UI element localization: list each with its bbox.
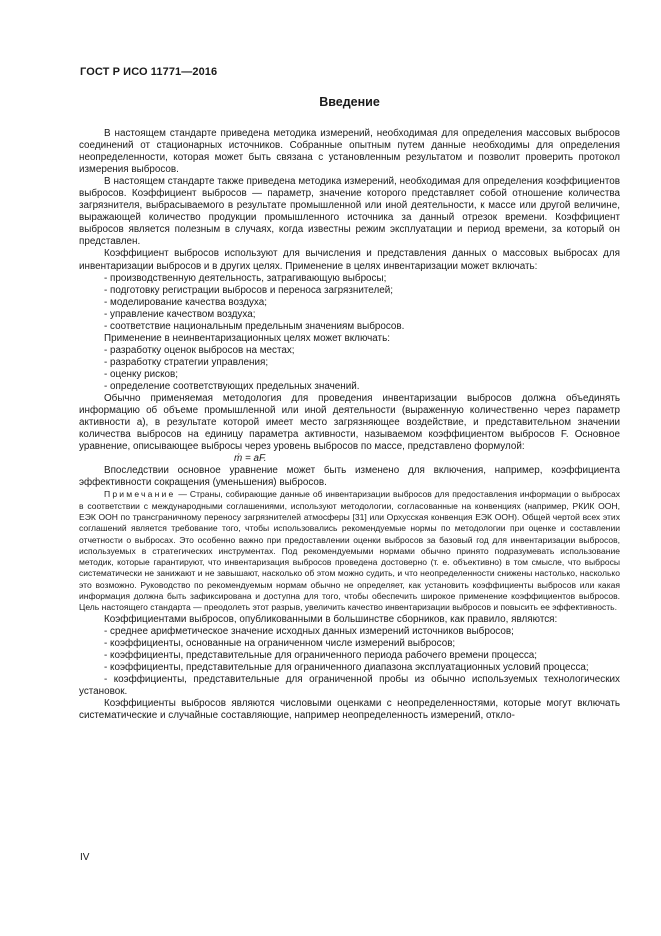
document-header: ГОСТ Р ИСО 11771—2016 <box>80 66 218 78</box>
page-number: IV <box>80 852 90 863</box>
paragraph: Коэффициент выбросов используют для вычисления и представления данных о массовых выбросах для инвентаризации выбросов и в других целях. Применение в целях инвентаризации может включать: <box>79 248 620 272</box>
note <box>79 489 620 613</box>
list-item: - моделирование качества воздуха; <box>104 296 267 308</box>
note-label: Примечание <box>104 489 176 500</box>
list-item: - оценку рисков; <box>104 368 178 380</box>
list-item: - коэффициенты, представительные для ограниченного диапазона эксплуатационных условий процесса; <box>104 661 589 673</box>
section-title: Введение <box>319 95 380 109</box>
note-text: — Страны, собирающие данные об инвентаризации выбросов для предоставления информации о выбросах в соответствии с международными соглашениями, используют методологии, согласованные на конвенциях (например, РКИК ООН, ЕЭК ООН по трансграничному переносу загрязнителей атмосферы [31] или Орхусская конвенция ЕЭК ООН). Общей чертой всех этих соглашений является требование того, чтобы использовались рекомендуемые нормы по методологии при оценке и составлении отчетности о выбросах. Это особенно важно при предоставлении оценки выбросов за базовый год для инвентаризации выбросов, используемых в стратегических инструментах. Под рекомендуемыми нормами обычно принято подразумевать использование методик, которые гарантируют, что инвентаризация выбросов проведена достоверно (т. е. объективно) в том смысле, что выбросы систематически не занижают и не завышают, насколько об этом можно судить, и что неопределенности снижены настолько, насколько это возможно. Руководство по рекомендуемым нормам обычно не определяет, как установить коэффициенты выбросов или какая информация должна быть зафиксирована и доступна для того, чтобы обеспечить широкое применение коэффициентов выбросов. Цель настоящего стандарта — преодолеть этот разрыв, увеличить качество инвентаризации выбросов и повысить ее эффективность. <box>79 489 620 613</box>
list-item: - производственную деятельность, затрагивающую выбросы; <box>104 272 387 284</box>
list-item: - управление качеством воздуха; <box>104 308 256 320</box>
list-item: - разработку оценок выбросов на местах; <box>104 344 295 356</box>
list-item: - разработку стратегии управления; <box>104 356 269 368</box>
paragraph: Впоследствии основное уравнение может быть изменено для включения, например, коэффициента эффективности сокращения (уменьшения) выбросов. <box>79 465 620 489</box>
paragraph: В настоящем стандарте приведена методика измерений, необходимая для определения массовых выбросов соединений от стационарных источников. Собранные опытным путем данные необходимы для определения неопределенности, которая может быть связана с установленным результатом и позволит проверить протокол измерения выбросов. <box>79 128 620 176</box>
list-non-inventory-uses <box>79 345 620 393</box>
list-item: - соответствие национальным предельным значениям выбросов. <box>104 320 405 332</box>
formula: ṁ = aF. <box>234 453 267 465</box>
paragraph: Коэффициентами выбросов, опубликованными в большинстве сборников, как правило, являются: <box>104 613 558 625</box>
list-factor-types <box>79 626 620 698</box>
list-item: - подготовку регистрации выбросов и переноса загрязнителей; <box>104 284 393 296</box>
list-item: - среднее арифметическое значение исходных данных измерений источников выбросов; <box>104 625 514 637</box>
paragraph: Обычно применяемая методология для проведения инвентаризации выбросов должна объединять информацию об объеме промышленной или иной деятельности (выраженную количественно через параметр активности a), в результате которой имеет место загрязняющее воздействие, и представительном значении количества выбросов на единицу параметра активности, называемом коэффициентом выбросов F. Основное уравнение, описывающее выбросы через уровень выбросов по массе, представлено формулой: <box>79 393 620 453</box>
document-body <box>79 128 620 722</box>
list-item: - коэффициенты, основанные на ограниченном числе измерений выбросов; <box>104 637 456 649</box>
list-inventory-uses <box>79 273 620 333</box>
paragraph: В настоящем стандарте также приведена методика измерений, необходимая для определения коэффициентов выбросов. Коэффициент выбросов — параметр, значение которого представляет собой отношение количества загрязнителя, выбрасываемого в результате промышленной или иной деятельности, к массе или другой величине, выражающей количество продукции промышленного источника за данный отрезок времени. Коэффициент выбросов является полезным в случаях, когда известны режим эксплуатации и период времени, за который он представлен. <box>79 176 620 248</box>
list-item: - коэффициенты, представительные для ограниченной пробы из обычно используемых технологических установок. <box>79 673 620 697</box>
paragraph: Применение в неинвентаризационных целях может включать: <box>104 332 390 344</box>
list-item: - определение соответствующих предельных значений. <box>104 380 360 392</box>
paragraph: Коэффициенты выбросов являются числовыми оценками с неопределенностями, которые могут включать систематические и случайные составляющие, например неопределенность измерений, откло- <box>79 698 620 722</box>
list-item: - коэффициенты, представительные для ограниченного периода рабочего времени процесса; <box>104 649 538 661</box>
